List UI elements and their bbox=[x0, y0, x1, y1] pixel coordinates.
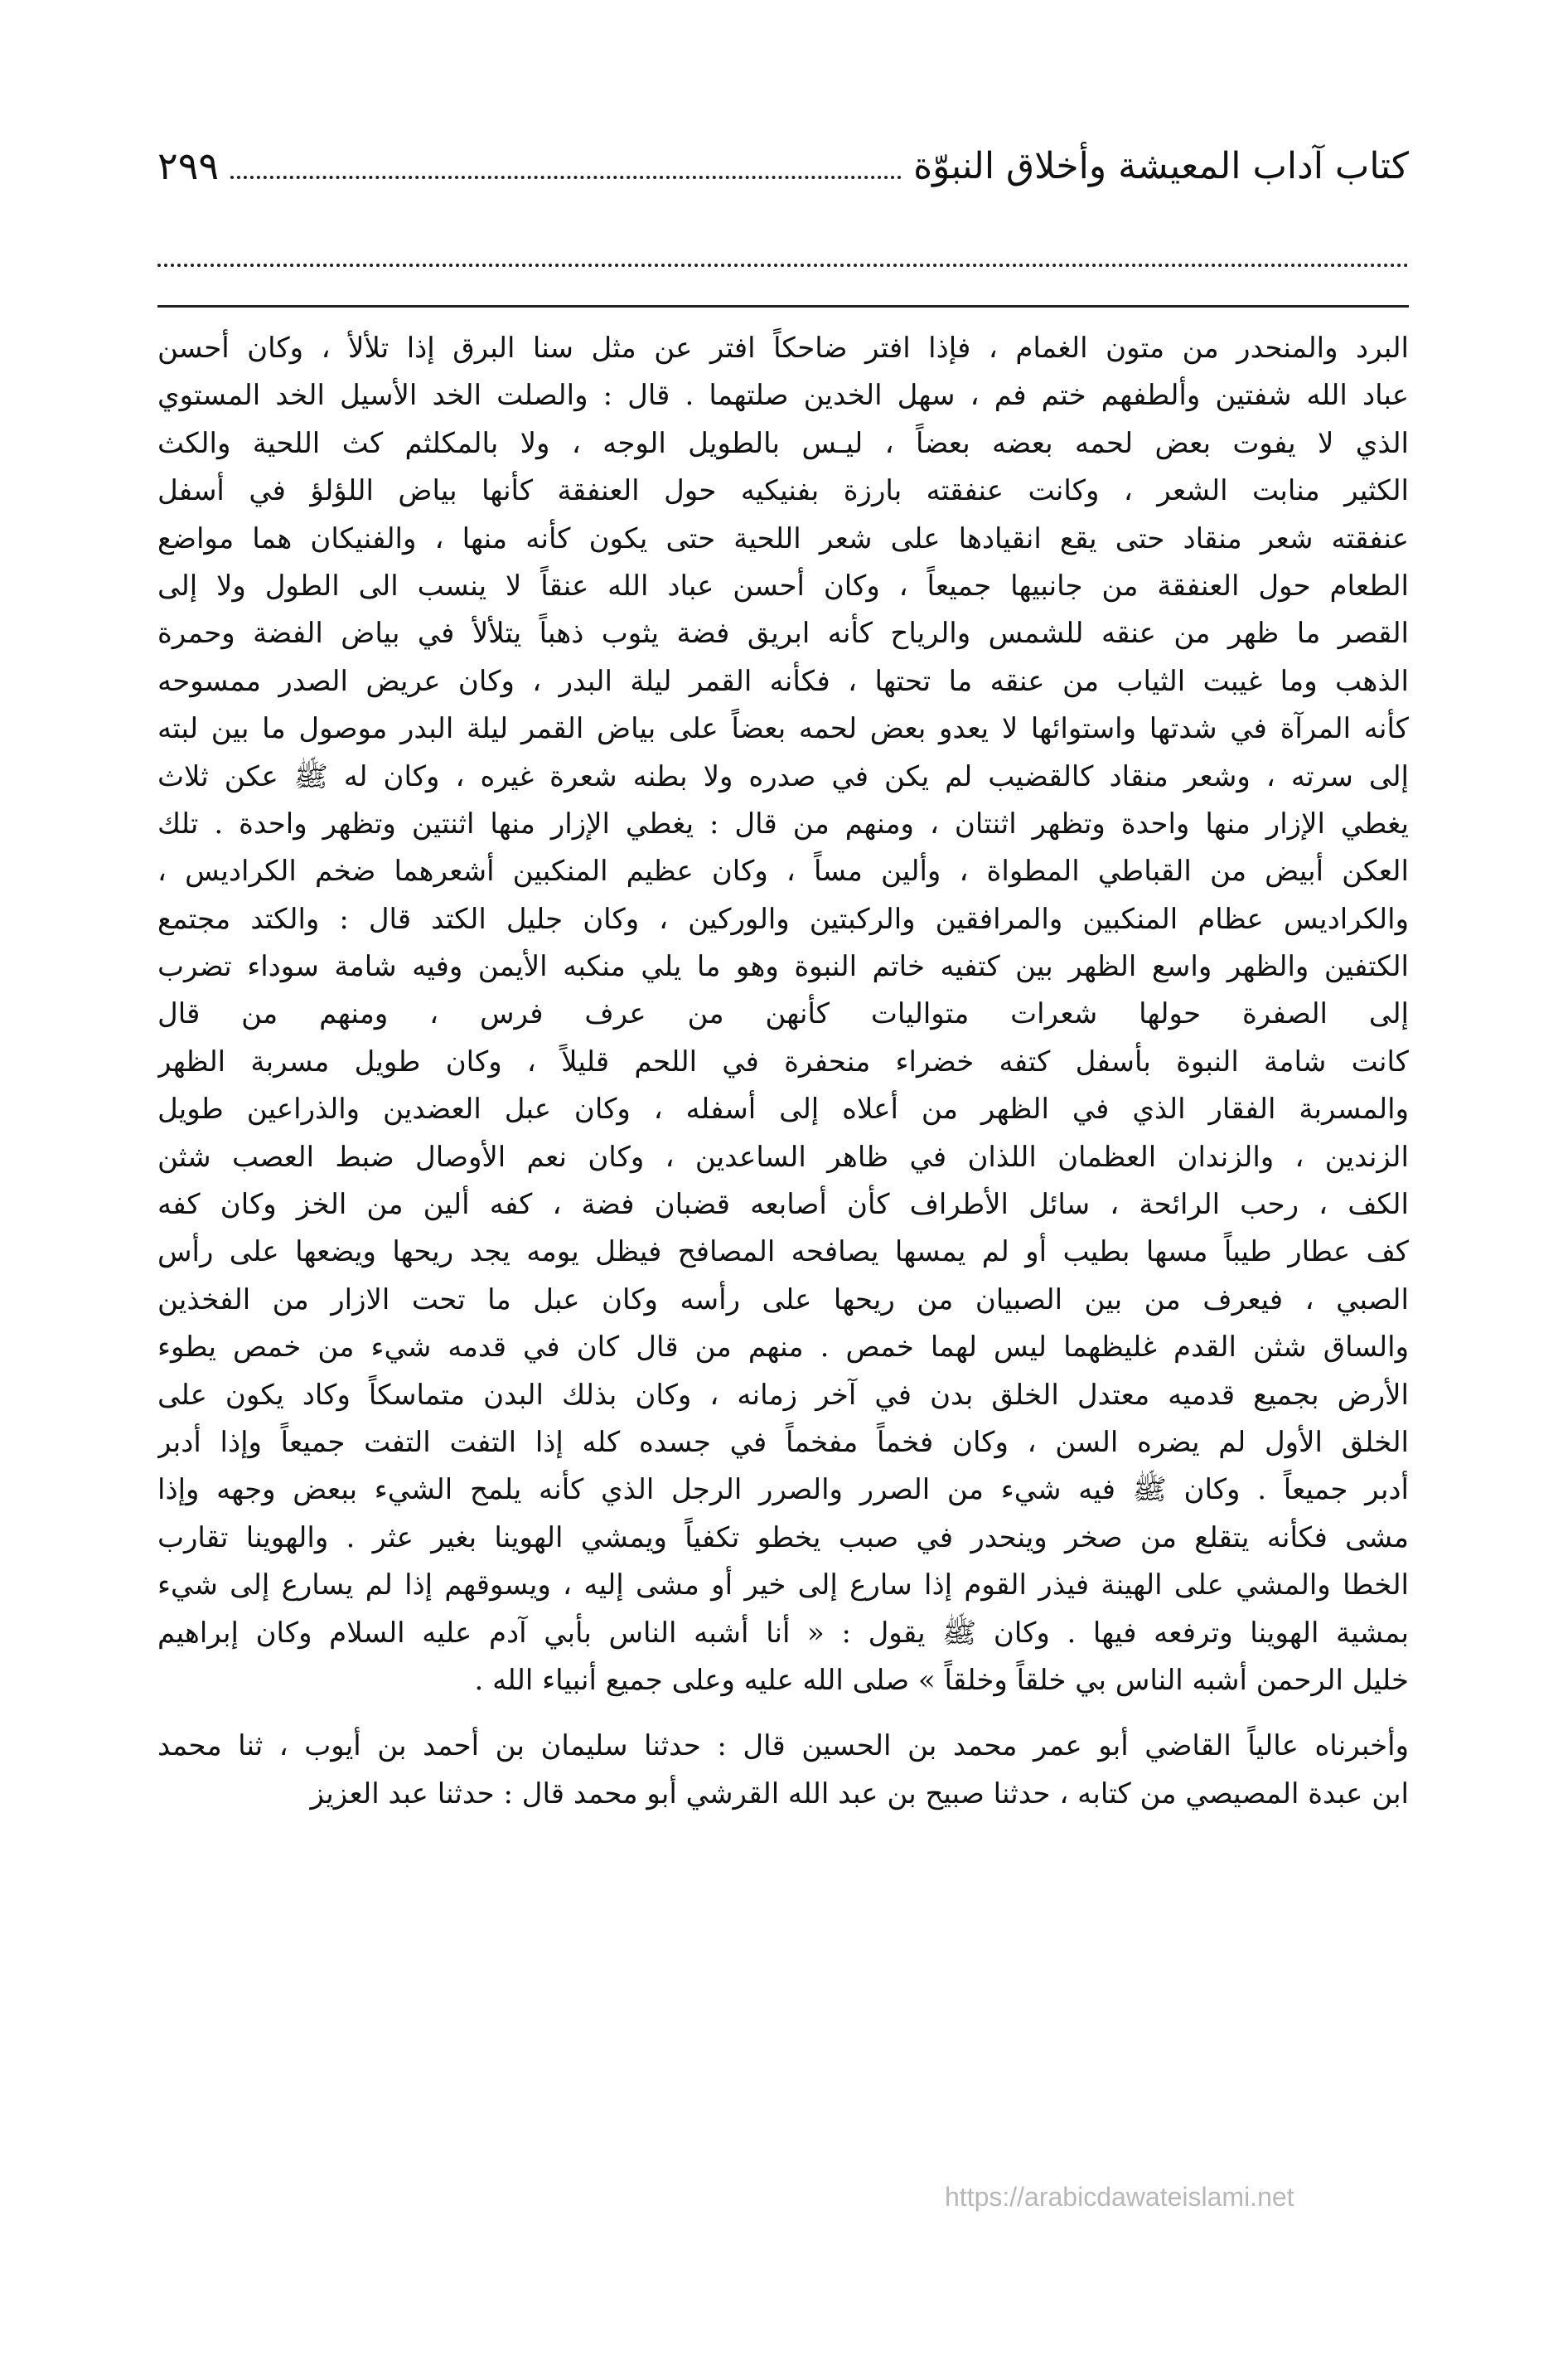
text-line: البرد والمنحدر من متون الغمام ، فإذا افتر ضاحكاً افتر عن مثل سنا البرق إذا تلألأ ، وكان أحسن bbox=[157, 332, 1409, 365]
text-line: الصبي ، فيعرف من بين الصبيان من ريحها على رأسه وكان عبل ما تحت الازار من الفخذين bbox=[157, 1282, 1409, 1316]
text-line: أدبر جميعاً . وكان ﷺ فيه شيء من الصرر والصرر الرجل الذي كأنه يلمح الشيء ببعض وجهه وإذا bbox=[157, 1473, 1409, 1507]
text-line: العكن أبيض من القباطي المطواة ، وألين مساً ، وكان عظيم المنكبين أشعرهما ضخم الكراديس ، bbox=[157, 855, 1409, 889]
paragraph-main bbox=[157, 325, 1409, 1704]
text-line: الخلق الأول لم يضره السن ، وكان فخماً مفخماً في جسده كله إذا التفت التفت جميعاً وإذا أدبر bbox=[157, 1425, 1409, 1459]
text-line: عباد الله شفتين وألطفهم ختم فم ، سهل الخدين صلتهما . قال : والصلت الخد الأسيل الخد المستوي bbox=[157, 379, 1409, 413]
text-line: خليل الرحمن أشبه الناس بي خلقاً وخلقاً » صلى الله عليه وعلى جميع أنبياء الله . bbox=[474, 1663, 1409, 1697]
text-line: القصر ما ظهر من عنقه للشمس والرياح كأنه ابريق فضة يثوب ذهباً يتلألأ في بياض الفضة وحمرة bbox=[157, 617, 1409, 651]
text-line: الكف ، رحب الرائحة ، سائل الأطراف كأن أصابعه قضبان فضة ، كفه ألين من الخز وكان كفه bbox=[157, 1188, 1409, 1222]
text-line: الزندين ، والزندان العظمان اللذان في ظاهر الساعدين ، وكان نعم الأوصال ضبط العصب شثن bbox=[157, 1140, 1409, 1174]
solid-divider bbox=[157, 305, 1409, 308]
text-line: والمسربة الفقار الذي في الظهر من أعلاه إلى أسفله ، وكان عبل العضدين والذراعين طويل bbox=[157, 1093, 1409, 1127]
watermark-url: https://arabicdawateislami.net bbox=[945, 2182, 1294, 2212]
text-line: الكثير منابت الشعر ، وكانت عنفقته بارزة بفنيكيه حول العنفقة كأنها بياض اللؤلؤ في أسفل bbox=[157, 474, 1409, 508]
text-line: الكتفين والظهر واسع الظهر بين كتفيه خاتم النبوة وهو ما يلي منكبه الأيمن وفيه شامة سوداء تضرب bbox=[157, 950, 1409, 984]
text-line: مشى فكأنه يتقلع من صخر وينحدر في صبب يخطو تكفياً ويمشي الهوينا بغير عثر . والهوينا تقارب bbox=[157, 1520, 1409, 1554]
text-line: إلى الصفرة حولها شعرات متواليات كأنهن من عرف فرس ، ومنهم من قال bbox=[157, 997, 1409, 1031]
text-line: عنفقته شعر منقاد حتى يقع انقيادها على شعر اللحية حتى يكون كأنه منها ، والفنيكان هما مواضع bbox=[157, 521, 1409, 555]
text-line: وأخبرناه عالياً القاضي أبو عمر محمد بن الحسين قال : حدثنا سليمان بن أحمد بن أيوب ، ثنا محمد bbox=[157, 1729, 1409, 1763]
text-line: كأنه المرآة في شدتها واستوائها لا يعدو بعض لحمه بعضاً على بياض القمر ليلة البدر موصول ما بين لبته bbox=[157, 712, 1409, 746]
text-body bbox=[157, 325, 1409, 1818]
text-line: الخطا والمشي على الهينة فيذر القوم إذا سارع إلى خير أو مشى إليه ، ويسوقهم إذا لم يسارع إلى شيء bbox=[157, 1568, 1409, 1602]
text-line: بمشية الهوينا وترفعه فيها . وكان ﷺ يقول : « أنا أشبه الناس بأبي آدم عليه السلام وكان إبراهيم bbox=[157, 1616, 1409, 1650]
text-line: كف عطار طيباً مسها بطيب أو لم يمسها يصافحه المصافح فيظل يومه يجد ريحها ويضعها على رأس bbox=[157, 1235, 1409, 1269]
text-line: الذي لا يفوت بعض لحمه بعضه بعضاً ، ليـس بالطويل الوجه ، ولا بالمكلثم كث اللحية والكث bbox=[157, 426, 1409, 460]
page-number: ٢٩٩ bbox=[157, 143, 220, 188]
text-line: الطعام حول العنفقة من جانبيها جميعاً ، وكان أحسن عباد الله عنقاً لا ينسب الى الطول ولا إلى bbox=[157, 569, 1409, 603]
text-line: إلى سرته ، وشعر منقاد كالقضيب لم يكن في صدره ولا بطنه شعرة غيره ، وكان له ﷺ عكن ثلاث bbox=[157, 759, 1409, 793]
dotted-leader bbox=[230, 176, 902, 179]
text-line: والساق شثن القدم غليظهما ليس لهما خمص . منهم من قال كان في قدمه شيء من خمص يطوء bbox=[157, 1331, 1409, 1365]
text-line: ابن عبدة المصيصي من كتابه ، حدثنا صبيح بن عبد الله القرشي أبو محمد قال : حدثنا عبد العزيز bbox=[310, 1777, 1409, 1810]
text-line: الأرض بجميع قدميه معتدل الخلق بدن في آخر زمانه ، وكان بذلك البدن متماسكاً وكاد يكون على bbox=[157, 1378, 1409, 1412]
dotted-divider bbox=[157, 264, 1409, 267]
text-line: والكراديس عظام المنكبين والمرافقين والركبتين والوركين ، وكان جليل الكتد قال : والكتد مجتمع bbox=[157, 902, 1409, 936]
text-line: كانت شامة النبوة بأسفل كتفه خضراء منحفرة في اللحم قليلاً ، وكان طويل مسربة الظهر bbox=[157, 1045, 1409, 1079]
book-title: كتاب آداب المعيشة وأخلاق النبوّة bbox=[913, 144, 1409, 187]
paragraph-isnad bbox=[157, 1723, 1409, 1818]
text-line: الذهب وما غيبت الثياب من عنقه ما تحتها ، فكأنه القمر ليلة البدر ، وكان عريض الصدر ممسوحه bbox=[157, 664, 1409, 698]
text-line: يغطي الإزار منها واحدة وتظهر اثنتان ، ومنهم من قال : يغطي الإزار منها اثنتين وتظهر واحدة . تلك bbox=[157, 807, 1409, 841]
running-header bbox=[157, 128, 1409, 203]
paragraph-gap bbox=[157, 1704, 1409, 1723]
